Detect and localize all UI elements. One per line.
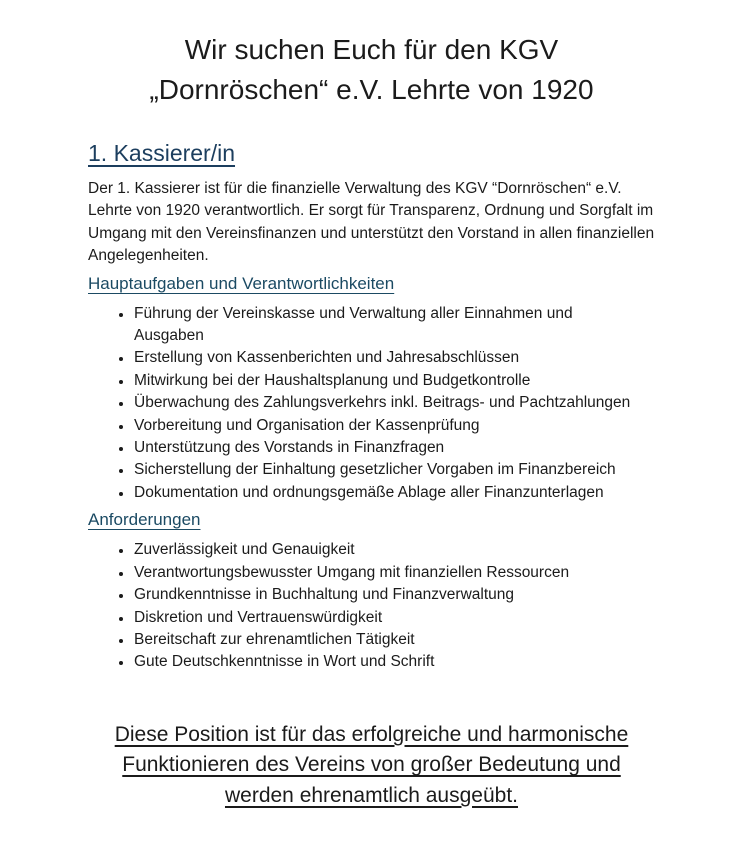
- list-item: • Führung der Vereinskasse und Verwaltung aller Einnahmen und Ausgaben: [133, 303, 583, 348]
- list-item: • Zuverlässigkeit und Genauigkeit: [133, 539, 655, 561]
- footer-note-line3: werden ehrenamtlich ausgeübt.: [224, 783, 518, 807]
- list-item: • Überwachung des Zahlungsverkehrs inkl. Beitrags- und Pachtzahlungen: [133, 392, 655, 414]
- footer-note: [88, 720, 655, 812]
- intro-paragraph: Der 1. Kassierer ist für die finanzielle Verwaltung des KGV “Dornröschen“ e.V. Lehrte von 1920 verantwortlich. Er sorgt für Transparenz, Ordnung und Sorgfalt im Umgang mit den Vereinsfinanzen und unterstützt den Vorstand in allen finanziellen Angelegenheiten.: [88, 180, 655, 265]
- list-item: • Dokumentation und ordnungsgemäße Ablage aller Finanzunterlagen: [133, 482, 655, 504]
- footer-note-line1: Diese Position ist für das erfolgreiche und harmonische: [114, 722, 629, 746]
- page-title: [74, 30, 669, 110]
- position-heading: 1. Kassierer/in: [88, 140, 236, 166]
- list-item: • Gute Deutschkenntnisse in Wort und Schrift: [133, 651, 655, 673]
- requirements-list: [88, 539, 655, 673]
- footer-note-line2: Funktionieren des Vereins von großer Bedeutung und: [122, 753, 621, 777]
- main-tasks-list: [88, 303, 655, 505]
- section-heading-hauptaufgaben: Hauptaufgaben und Verantwortlichkeiten: [88, 273, 395, 293]
- page-title-line2: „Dornröschen“ e.V. Lehrte von 1920: [149, 74, 594, 105]
- list-item: • Unterstützung des Vorstands in Finanzfragen: [133, 437, 655, 459]
- section-heading-anforderungen: Anforderungen: [88, 510, 201, 530]
- list-item: • Verantwortungsbewusster Umgang mit finanziellen Ressourcen: [133, 562, 655, 584]
- page-title-line1: Wir suchen Euch für den KGV: [184, 34, 559, 65]
- list-item: • Erstellung von Kassenberichten und Jahresabschlüssen: [133, 347, 655, 369]
- list-item: • Diskretion und Vertrauenswürdigkeit: [133, 607, 655, 629]
- list-item: • Sicherstellung der Einhaltung gesetzlicher Vorgaben im Finanzbereich: [133, 459, 655, 481]
- list-item: • Mitwirkung bei der Haushaltsplanung und Budgetkontrolle: [133, 370, 655, 392]
- list-item: • Bereitschaft zur ehrenamtlichen Tätigkeit: [133, 629, 655, 651]
- list-item: • Vorbereitung und Organisation der Kassenprüfung: [133, 415, 655, 437]
- list-item: • Grundkenntnisse in Buchhaltung und Finanzverwaltung: [133, 584, 655, 606]
